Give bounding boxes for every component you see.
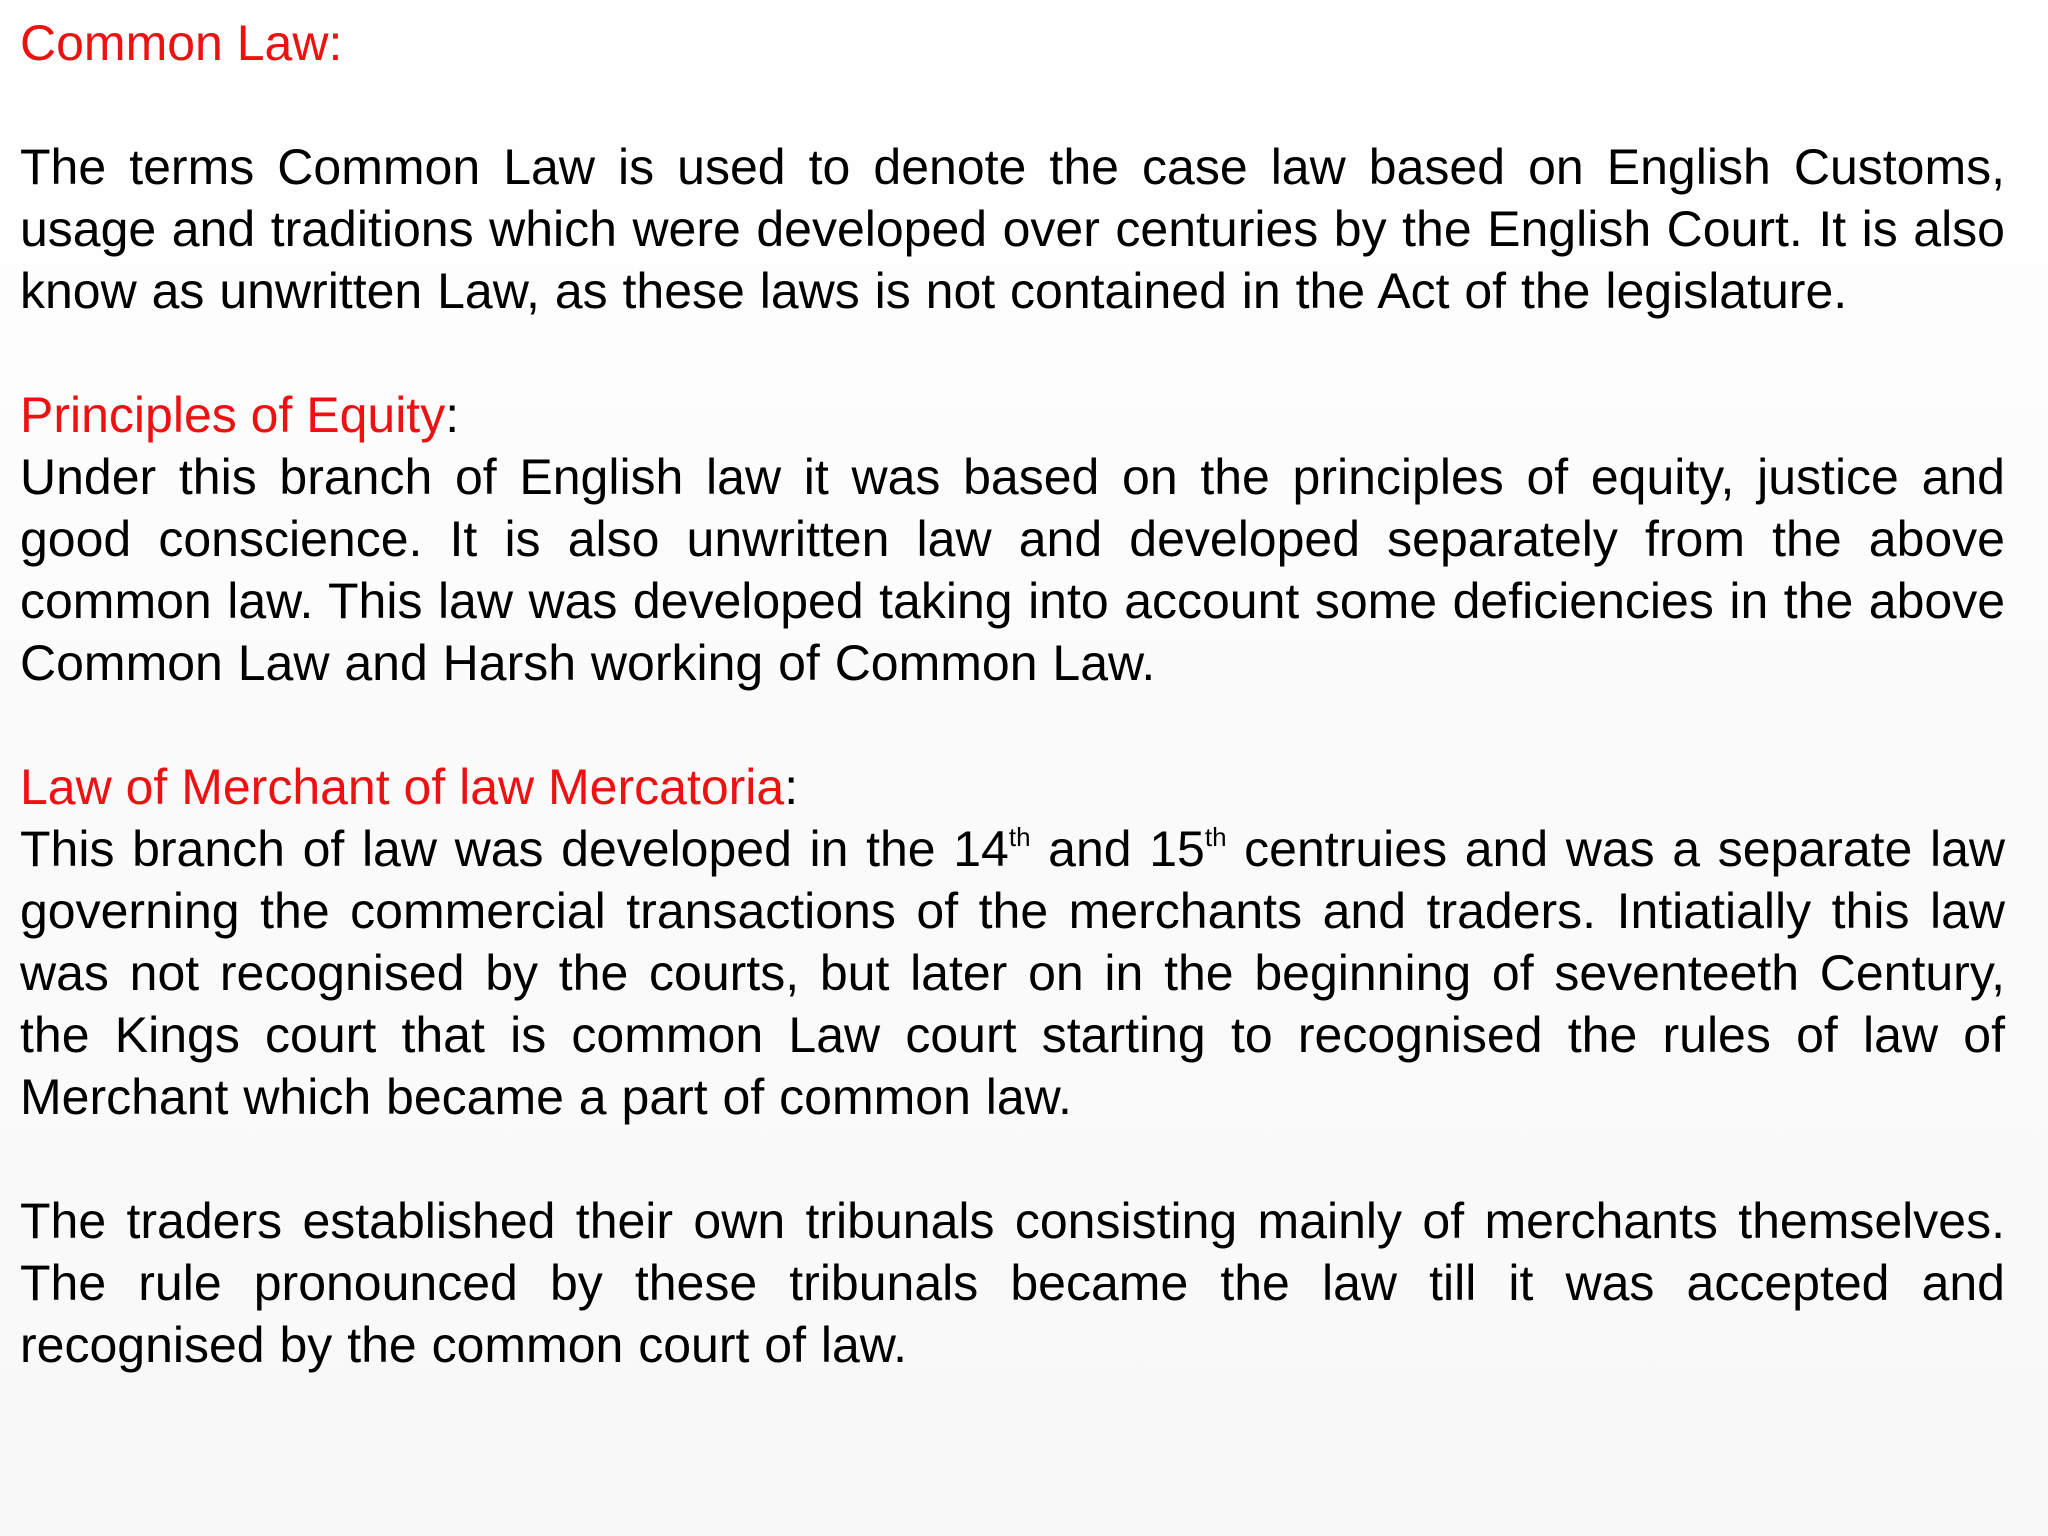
ordinal-suffix: th bbox=[1008, 822, 1031, 852]
ordinal-suffix: th bbox=[1204, 822, 1227, 852]
merchant-text-part2: and 15 bbox=[1030, 821, 1205, 877]
equity-heading-line bbox=[20, 384, 2005, 446]
merchant-text-part1: This branch of law was developed in the 14 bbox=[20, 821, 1009, 877]
merchant-heading: Law of Merchant of law Mercatoria bbox=[20, 759, 785, 815]
traders-paragraph: The traders established their own tribunals consisting mainly of merchants themselves. The rule pronounced by these tribunals became the law till it was accepted and recognised by the common court of law. bbox=[20, 1193, 2005, 1373]
spacer bbox=[20, 74, 2005, 136]
equity-heading: Principles of Equity bbox=[20, 387, 446, 443]
spacer bbox=[20, 322, 2005, 384]
merchant-heading-colon: : bbox=[784, 759, 799, 815]
document-body bbox=[20, 12, 2005, 1376]
merchant-paragraph bbox=[20, 818, 2005, 1128]
spacer bbox=[20, 1128, 2005, 1190]
spacer bbox=[20, 694, 2005, 756]
merchant-heading-line bbox=[20, 756, 2005, 818]
common-law-paragraph: The terms Common Law is used to denote the case law based on English Customs, usage and traditions which were developed over centuries by the English Court. It is also know as unwritten Law, as these laws is not contained in the Act of the legislature. bbox=[20, 139, 2005, 319]
common-law-heading: Common Law: bbox=[20, 15, 343, 71]
merchant-text-part3: centruies and was a separate law governing the commercial transactions of the merchants and traders. Intiatially this law was not recognised by the courts, but later on in the beginning of seventeeth Century, the Kings court that is common Law court starting to recognised the rules of law of Merchant which became a part of common law. bbox=[20, 821, 2005, 1125]
equity-paragraph: Under this branch of English law it was based on the principles of equity, justice and good conscience. It is also unwritten law and developed separately from the above common law. This law was developed taking into account some deficiencies in the above Common Law and Harsh working of Common Law. bbox=[20, 449, 2005, 691]
equity-heading-colon: : bbox=[445, 387, 460, 443]
